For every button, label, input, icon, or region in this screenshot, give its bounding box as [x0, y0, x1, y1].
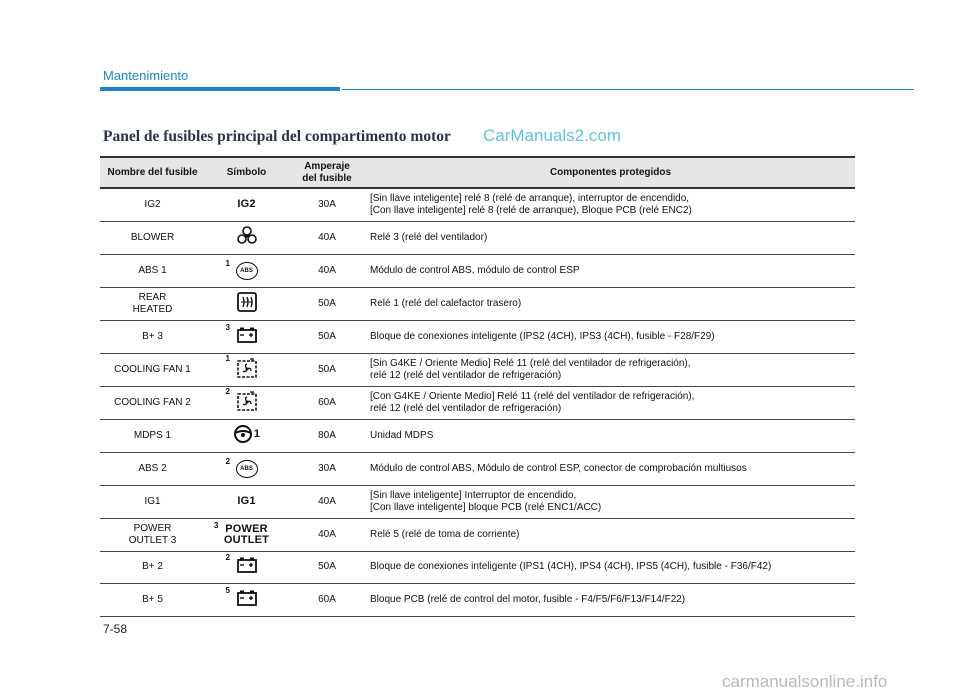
protected-components: Relé 1 (relé del calefactor trasero) — [370, 297, 522, 309]
fuse-amperage: 40A — [318, 264, 336, 276]
page-heading: Panel de fusibles principal del compartimento motor — [103, 128, 451, 145]
fuse-symbol — [205, 452, 288, 485]
steering-wheel-icon — [233, 424, 260, 444]
fuse-amperage: 30A — [318, 198, 336, 210]
symbol-superscript: 2 — [225, 456, 230, 466]
fuse-name: B+ 5 — [142, 593, 163, 605]
column-header-amperage: Amperaje del fusible — [302, 160, 352, 184]
fuse-name: B+ 2 — [142, 561, 163, 572]
symbol-superscript: 5 — [225, 585, 230, 595]
fuse-name: COOLING FAN 2 — [114, 396, 191, 408]
table-row — [100, 386, 855, 419]
symbol-label: IG1 — [237, 495, 256, 507]
fuse-amperage: 40A — [318, 528, 336, 540]
table-header-row — [100, 157, 855, 188]
table-row — [100, 551, 855, 583]
fuse-name: REAR HEATED — [132, 291, 173, 315]
protected-components: Bloque PCB (relé de control del motor, fusible - F4/F5/F6/F13/F14/F22) — [370, 593, 686, 605]
abs-label: ABS — [236, 460, 258, 478]
section-rule-thin — [342, 89, 914, 90]
table-body — [100, 188, 855, 616]
battery-icon — [225, 585, 258, 607]
protected-components: [Sin llave inteligente] Interruptor de encendido, [Con llave inteligente] bloque PCB (relé ENC1/ACC) — [370, 489, 602, 513]
symbol-superscript: 1 — [225, 353, 230, 363]
fuse-symbol — [205, 419, 288, 452]
watermark-bottom: carmanualsonline.info — [722, 672, 888, 691]
table-row — [100, 452, 855, 485]
fuse-name: ABS 1 — [138, 264, 167, 276]
column-header-name: Nombre del fusible — [107, 166, 198, 178]
table-row — [100, 583, 855, 616]
symbol-superscript: 1 — [225, 258, 230, 268]
abs-label: ABS — [236, 262, 258, 280]
ig1-text-icon — [237, 495, 255, 507]
fuse-amperage: 50A — [318, 363, 336, 375]
fuse-symbol — [205, 287, 288, 320]
section-rule-thick — [100, 87, 340, 91]
protected-components: Relé 3 (relé del ventilador) — [370, 231, 488, 243]
rear-defroster-icon — [236, 291, 258, 313]
column-header-components: Componentes protegidos — [549, 166, 672, 178]
fuse-symbol — [205, 386, 288, 419]
protected-components: Módulo de control ABS, módulo de control ESP — [370, 264, 580, 276]
fuse-name: BLOWER — [130, 231, 175, 243]
battery-icon — [225, 553, 258, 574]
fuse-name: B+ 3 — [142, 330, 163, 342]
fuse-table — [100, 156, 855, 617]
fuse-amperage: 40A — [318, 495, 336, 507]
table-row — [100, 287, 855, 320]
symbol-label: IG2 — [237, 198, 256, 211]
fuse-amperage: 60A — [318, 593, 336, 605]
fuse-amperage: 50A — [318, 561, 336, 572]
table-row — [100, 221, 855, 254]
fuse-name: ABS 2 — [138, 462, 167, 474]
table-row — [100, 419, 855, 452]
fuse-symbol — [205, 518, 288, 551]
fuse-name: MDPS 1 — [133, 429, 172, 441]
protected-components: Módulo de control ABS, Módulo de control ESP, conector de comprobación multiusos — [370, 462, 747, 474]
column-header-symbol: Símbolo — [226, 166, 267, 178]
fuse-amperage: 40A — [318, 231, 336, 243]
fuse-name: IG1 — [144, 495, 161, 507]
fuse-symbol — [205, 583, 288, 616]
abs-icon — [225, 258, 258, 280]
table-row — [100, 353, 855, 386]
fuse-symbol — [205, 188, 288, 221]
table-row — [100, 320, 855, 353]
table-row — [100, 518, 855, 551]
fuse-amperage: 80A — [318, 429, 336, 441]
protected-components: [Sin llave inteligente] relé 8 (relé de arranque), interruptor de encendido, [Con llave inteligente] relé 8 (relé de arranque), Bloque PCB (relé ENC2) — [370, 192, 692, 216]
protected-components: [Con G4KE / Oriente Medio] Relé 11 (relé del ventilador de refrigeración), relé 12 (relé del ventilador de refrigeración) — [370, 390, 695, 414]
symbol-label: 1 — [253, 427, 261, 440]
cooling-fan-icon — [225, 353, 258, 379]
page-number: 7-58 — [103, 622, 128, 636]
protected-components: Bloque de conexiones inteligente (IPS1 (4CH), IPS4 (4CH), IPS5 (4CH), fusible - F36/F42) — [370, 561, 772, 572]
abs-icon — [225, 456, 258, 478]
protected-components: Bloque de conexiones inteligente (IPS2 (4CH), IPS3 (4CH), fusible - F28/F29) — [370, 330, 715, 342]
fuse-amperage: 50A — [318, 330, 336, 342]
symbol-superscript: 3 — [225, 322, 230, 332]
fuse-name: IG2 — [144, 198, 161, 210]
fuse-amperage: 60A — [318, 396, 336, 408]
protected-components: [Sin G4KE / Oriente Medio] Relé 11 (relé del ventilador de refrigeración), relé 12 (relé del ventilador de refrigeración) — [370, 357, 691, 381]
symbol-label: POWER OUTLET — [223, 522, 270, 546]
cooling-fan-icon — [225, 386, 258, 412]
fuse-symbol — [205, 254, 288, 287]
table-row — [100, 254, 855, 287]
symbol-superscript: 3 — [213, 520, 219, 530]
fan-icon — [236, 225, 258, 247]
power-outlet-text-icon — [213, 520, 270, 546]
table-row — [100, 188, 855, 221]
protected-components: Unidad MDPS — [370, 429, 434, 441]
table-row — [100, 485, 855, 518]
ig2-text-icon — [237, 198, 255, 210]
fuse-symbol — [205, 353, 288, 386]
watermark-top: CarManuals2.com — [483, 126, 621, 145]
fuse-name: POWER OUTLET 3 — [128, 522, 177, 546]
fuse-symbol — [205, 485, 288, 518]
fuse-amperage: 30A — [318, 462, 336, 474]
symbol-superscript: 2 — [225, 386, 230, 396]
protected-components: Relé 5 (relé de toma de corriente) — [370, 528, 520, 540]
section-title: Mantenimiento — [103, 68, 189, 83]
symbol-superscript: 2 — [225, 553, 230, 562]
fuse-symbol — [205, 221, 288, 254]
fuse-name: COOLING FAN 1 — [114, 363, 191, 375]
fuse-symbol — [205, 320, 288, 353]
battery-icon — [225, 322, 258, 344]
fuse-amperage: 50A — [318, 297, 336, 309]
fuse-symbol — [205, 551, 288, 583]
